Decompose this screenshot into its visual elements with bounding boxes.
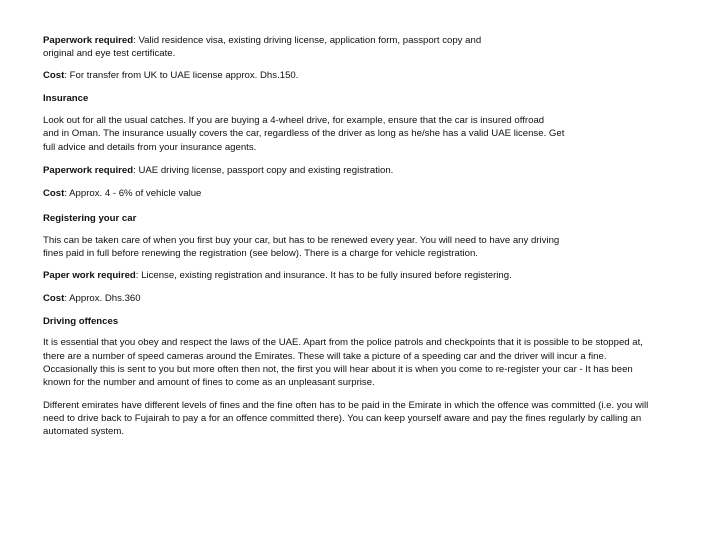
registering-cost-paragraph [43,292,723,305]
driving-offences-body-1: It is essential that you obey and respect the laws of the UAE. Apart from the police patrols and checkpoints that it is possible to be stopped at, there are a number of speed cameras around the Emirates. These will take a picture of a speeding car and the driver will incur a fine. Occasionally this is sent to you but more often then not, the first you will hear about it is when you come to re-register your car - It has been known for the number and amount of fines to come as an unpleasant surprise. [43,337,643,389]
paperwork-required-label: Paperwork required [43,35,134,46]
insurance-paperwork-text: : UAE driving license, passport copy and existing registration. [133,165,394,177]
insurance-cost-text: : Approx. 4 - 6% of vehicle value [64,188,202,200]
registering-paperwork-paragraph [43,269,723,282]
registering-cost-text: : Approx. Dhs.360 [64,292,141,304]
cost-label: Cost [43,69,65,81]
paperwork-required-paragraph [43,34,723,61]
registering-cost-label: Cost [43,292,65,304]
insurance-paperwork-paragraph [43,164,723,177]
cost-text: : For transfer from UK to UAE license approx. Dhs.150. [64,69,299,81]
insurance-cost-label: Cost [43,188,65,200]
cost-paragraph [43,69,723,82]
registering-body: This can be taken care of when you first buy your car, but has to be renewed every year. You will need to have any driving fines paid in full before renewing the registration (see below). There is a charge for vehicle registration. [43,234,560,260]
driving-offences-body-2: Different emirates have different levels of fines and the fine often has to be paid in the Emirate in which the offence was committed (i.e. you will need to drive back to Fujairah to pay a for an offence committed there). You can keep yourself aware and pay the fines regularly by calling an automated system. [43,399,649,438]
registering-paperwork-label: Paper work required [43,269,136,281]
insurance-paperwork-label: Paperwork required [43,165,134,177]
insurance-cost-paragraph [43,187,723,200]
insurance-body: Look out for all the usual catches. If you are buying a 4-wheel drive, for example, ensure that the car is insured offroad and in Oman. The insurance usually covers the car, regardless of the driver as long as he/she has a valid UAE license. Get full advice and details from your insurance agents. [43,115,565,153]
paperwork-required-text: : Valid residence visa, existing driving license, application form, passport copy and original and eye test certificate. [43,35,482,60]
insurance-heading: Insurance [43,92,89,104]
driving-offences-heading: Driving offences [43,316,119,328]
document-body [43,34,723,439]
registering-heading: Registering your car [43,212,137,224]
registering-paperwork-text: : License, existing registration and insurance. It has to be fully insured before registering. [135,269,512,281]
